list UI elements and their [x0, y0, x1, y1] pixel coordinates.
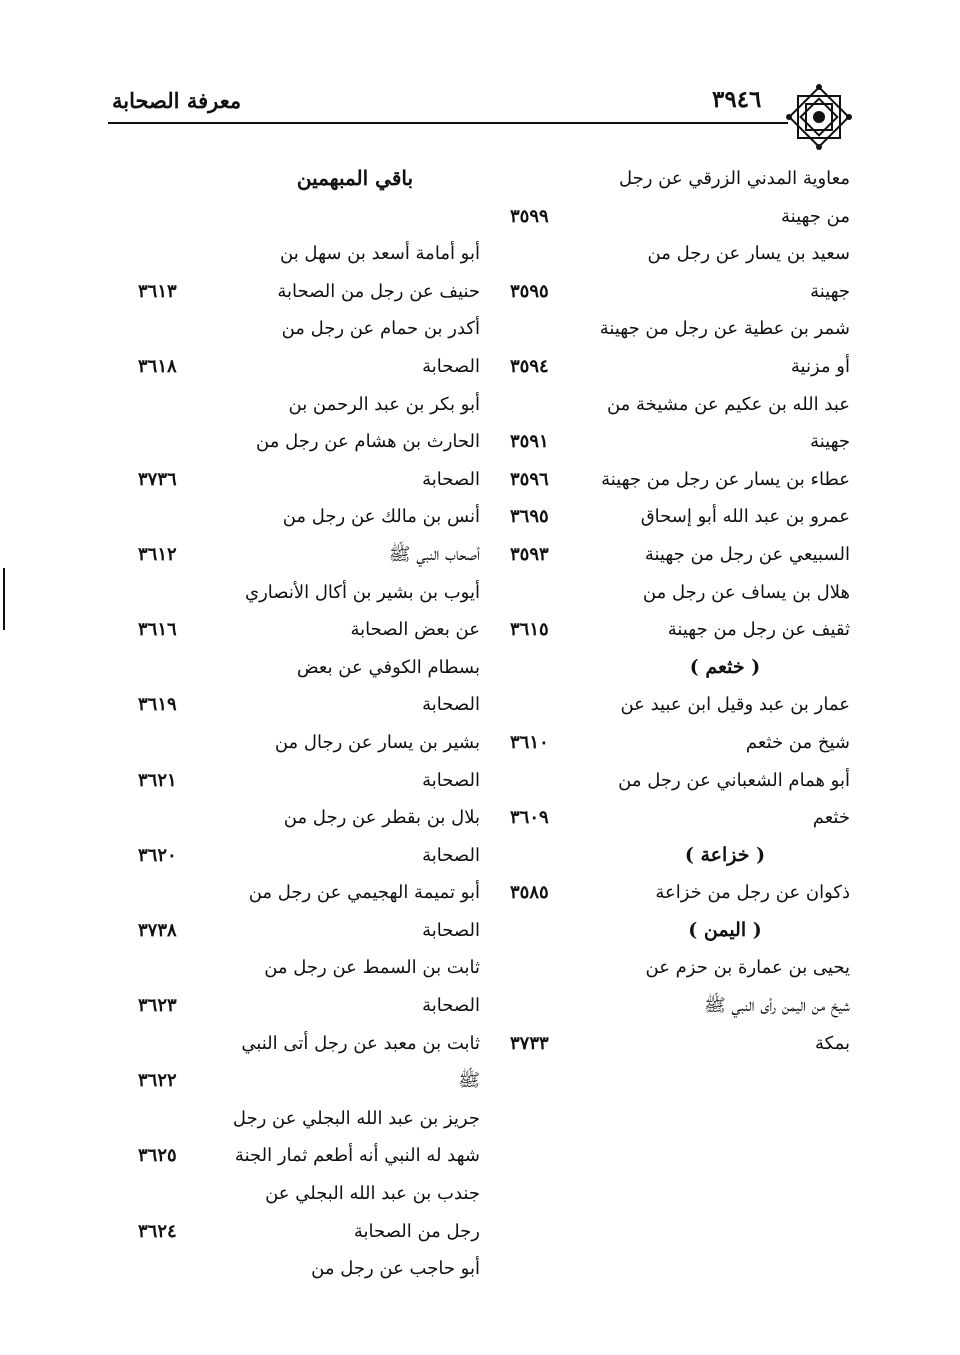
margin-mark	[3, 568, 5, 630]
entry-number: ٣٦١٥	[510, 619, 549, 641]
entry-line: بلال بن بقطر عن رجل من	[283, 807, 480, 829]
entry-number: ٣٦١٠	[510, 731, 549, 753]
entry-number: ٣٥٩٩	[510, 205, 549, 227]
entry-number: ٣٦٠٩	[510, 807, 549, 829]
entry-number: ٣٦١٩	[138, 694, 177, 716]
entry-line: جريز بن عبد الله البجلي عن رجل	[232, 1107, 480, 1129]
index-entry	[120, 235, 480, 310]
group-heading: ( خثعم )	[689, 655, 761, 678]
entry-line: أبو همام الشعباني عن رجل من	[618, 769, 850, 791]
index-entry	[500, 874, 850, 912]
entry-line: عمار بن عبد وقيل ابن عبيد عن	[620, 694, 850, 716]
index-entry	[120, 874, 480, 949]
entry-line: أبو بكر بن عبد الرحمن بن	[288, 393, 480, 415]
index-entry	[500, 762, 850, 837]
page-header	[100, 80, 860, 140]
entry-number: ٣٦١٦	[138, 619, 177, 641]
index-entry	[500, 386, 850, 461]
entry-line: أو مزنية	[790, 355, 850, 377]
entry-line: عطاء بن يسار عن رجل من جهينة	[601, 468, 850, 490]
index-entry	[500, 310, 850, 385]
running-title: معرفة الصحابة	[112, 88, 242, 113]
entry-line: خثعم	[812, 807, 850, 829]
entry-line: الصحابة	[422, 694, 480, 716]
group-heading: ( اليمن )	[688, 918, 762, 941]
entry-line: أنس بن مالك عن رجل من	[282, 506, 480, 528]
left-column	[120, 160, 480, 1288]
index-entry	[500, 949, 850, 1062]
entry-number: ٣٥٩٦	[510, 468, 549, 490]
right-column	[500, 160, 850, 1062]
entry-line: ﷺ	[458, 1070, 480, 1092]
entry-line: شيخ من اليمن رأى النبي ﷺ	[703, 995, 850, 1017]
index-entry	[120, 386, 480, 499]
entry-line: أصحاب النبي ﷺ	[388, 543, 480, 565]
group-heading: ( خزاعة )	[684, 843, 766, 866]
entry-line: حنيف عن رجل من الصحابة	[277, 280, 480, 302]
entry-line: السبيعي عن رجل من جهينة	[644, 543, 850, 565]
entry-line: رجل من الصحابة	[353, 1220, 480, 1242]
entry-number: ٣٧٣٦	[138, 468, 177, 490]
entry-line: أبو أمامة أسعد بن سهل بن	[280, 243, 480, 265]
entry-number: ٣٦٩٥	[510, 506, 549, 528]
entry-number: ٣٦٢٠	[138, 844, 177, 866]
index-entry	[120, 724, 480, 799]
entry-line: الصحابة	[422, 355, 480, 377]
entry-line: شمر بن عطية عن رجل من جهينة	[599, 318, 850, 340]
entry-line: عمرو بن عبد الله أبو إسحاق	[640, 506, 850, 528]
entry-number: ٣٦٢٢	[138, 1070, 177, 1092]
entry-number: ٣٦٢٤	[138, 1220, 177, 1242]
index-entry	[500, 235, 850, 310]
entry-line: جهينة	[810, 431, 850, 453]
entry-line: عن بعض الصحابة	[350, 619, 480, 641]
entry-number: ٣٦٢١	[138, 769, 177, 791]
entry-number: ٣٥٩٥	[510, 280, 549, 302]
page-number: ٣٩٤٦	[712, 86, 762, 113]
entry-line: جندب بن عبد الله البجلي عن	[265, 1183, 480, 1205]
index-entry	[500, 461, 850, 499]
entry-line: سعيد بن يسار عن رجل من	[647, 243, 850, 265]
index-entry	[500, 160, 850, 235]
entry-line: الصحابة	[422, 468, 480, 490]
entry-number: ٣٥٩١	[510, 431, 549, 453]
index-entry	[120, 1025, 480, 1100]
entry-line: بسطام الكوفي عن بعض	[296, 656, 480, 678]
index-entry	[500, 574, 850, 649]
ornament-icon	[784, 82, 854, 152]
entry-line: الصحابة	[422, 769, 480, 791]
entry-line: بمكة	[814, 1032, 850, 1054]
index-entry	[120, 799, 480, 874]
index-entry	[120, 1175, 480, 1250]
index-entry	[500, 498, 850, 536]
entry-line: شيخ من خثعم	[745, 731, 850, 753]
entry-line: الحارث بن هشام عن رجل من	[256, 431, 480, 453]
entry-number: ٣٥٩٤	[510, 355, 549, 377]
entry-number: ٣٥٨٥	[510, 882, 549, 904]
entry-line: عبد الله بن عكيم عن مشيخة من	[606, 393, 850, 415]
index-entry	[120, 1250, 480, 1288]
section-heading: باقي المبهمين	[296, 166, 414, 190]
entry-line: ثابت بن معبد عن رجل أتى النبي	[241, 1032, 480, 1054]
entry-line: الصحابة	[422, 919, 480, 941]
spacer	[120, 198, 480, 236]
entry-line: من جهينة	[780, 205, 850, 227]
entry-line: الصحابة	[422, 844, 480, 866]
index-entry	[500, 686, 850, 761]
entry-number: ٣٥٩٣	[510, 543, 549, 565]
entry-number: ٣٦٢٣	[138, 995, 177, 1017]
entry-line: جهينة	[810, 280, 850, 302]
entry-number: ٣٧٣٨	[138, 919, 177, 941]
entry-number: ٣٦١٨	[138, 355, 177, 377]
entry-line: ثقيف عن رجل من جهينة	[667, 619, 850, 641]
entry-line: يحيى بن عمارة بن حزم عن	[645, 957, 850, 979]
index-entry	[120, 649, 480, 724]
entry-line: بشير بن يسار عن رجال من	[274, 731, 480, 753]
entry-line: أبو حاجب عن رجل من	[311, 1258, 480, 1280]
index-entry	[120, 949, 480, 1024]
entry-line: أبو تميمة الهجيمي عن رجل من	[248, 882, 480, 904]
index-entry	[120, 498, 480, 573]
entry-line: ثابت بن السمط عن رجل من	[264, 957, 480, 979]
entry-number: ٣٦١٣	[138, 280, 177, 302]
entry-line: أكدر بن حمام عن رجل من	[281, 318, 480, 340]
index-entry	[120, 310, 480, 385]
entry-number: ٣٧٣٣	[510, 1032, 549, 1054]
index-entry	[120, 1100, 480, 1175]
entry-line: الصحابة	[422, 995, 480, 1017]
entry-line: ذكوان عن رجل من خزاعة	[655, 882, 850, 904]
entry-line: أيوب بن بشير بن أكال الأنصاري	[244, 581, 480, 603]
entry-line: شهد له النبي أنه أطعم ثمار الجنة	[234, 1145, 480, 1167]
entry-number: ٣٦٢٥	[138, 1145, 177, 1167]
entry-line: هلال بن يساف عن رجل من	[642, 581, 850, 603]
index-entry	[500, 536, 850, 574]
header-rule	[108, 122, 788, 124]
index-entry	[120, 574, 480, 649]
entry-number: ٣٦١٢	[138, 543, 177, 565]
entry-line: معاوية المدني الزرقي عن رجل	[618, 168, 850, 189]
